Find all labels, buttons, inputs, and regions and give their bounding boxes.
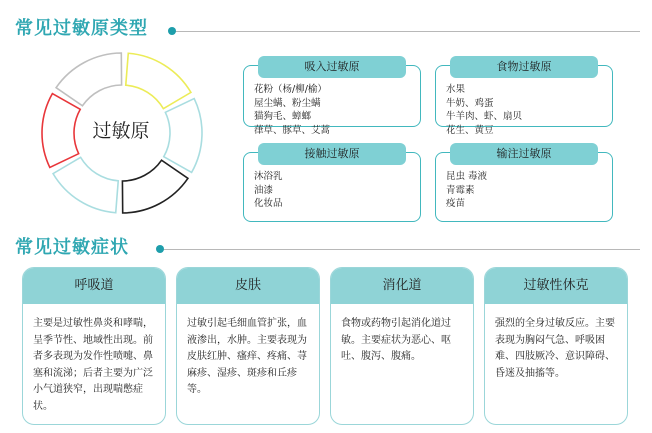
list-item: 屋尘螨、粉尘螨 [254, 97, 321, 109]
contact-allergen-title: 接触过敏原 [258, 143, 406, 165]
symptom-card-body: 主要是过敏性鼻炎和哮喘，呈季节性、地域性出现。前者多表现为发作性喷嚏、鼻塞和流涕；后者主要为广泛小气道狭窄，出现喘憋症状。 [33, 318, 153, 412]
symptom-card-title: 过敏性休克 [485, 268, 627, 304]
list-item: 青霉素 [446, 184, 475, 196]
food-allergen-box [435, 60, 613, 136]
ring-segment [122, 160, 188, 213]
symptom-card-respiratory [22, 267, 166, 425]
inhalant-allergen-box [243, 60, 421, 136]
list-item: 猫狗毛、蟑螂 [254, 111, 312, 122]
ring-segment [56, 53, 122, 106]
list-item: 花粉（杨/柳/榆） [254, 84, 327, 95]
inhalant-allergen-title: 吸入过敏原 [258, 56, 406, 78]
list-item: 牛奶、鸡蛋 [446, 97, 494, 109]
food-allergen-title: 食物过敏原 [450, 56, 598, 78]
symptom-section-title: 常见过敏症状 [15, 237, 129, 258]
contact-allergen-box [243, 147, 421, 222]
symptom-card-title: 皮肤 [177, 268, 319, 304]
symptom-card-title: 消化道 [331, 268, 473, 304]
symptom-card-skin [176, 267, 320, 425]
infusion-allergen-title: 输注过敏原 [450, 143, 598, 165]
allergen-section-divider [172, 31, 640, 32]
ring-segment [126, 53, 191, 108]
list-item: 葎草、豚草、艾蒿 [254, 124, 331, 136]
list-item: 花生、黄豆 [446, 124, 494, 136]
allergen-section-title: 常见过敏原类型 [15, 18, 148, 39]
ring-segment [53, 157, 118, 212]
symptom-card-title: 呼吸道 [23, 268, 165, 304]
allergen-divider-dot [168, 27, 176, 35]
list-item: 化妆品 [254, 198, 283, 209]
symptom-card-anaphylaxis [484, 267, 628, 425]
allergen-center-label: 过敏原 [92, 120, 150, 142]
symptom-section-divider [160, 249, 640, 250]
ring-segment [164, 99, 202, 173]
symptom-card-body: 过敏引起毛细血管扩张，血液渗出，水肿。主要表现为皮肤红肿、瘙痒、疼痛、荨麻疹、湿疹、斑疹和丘疹等。 [187, 318, 307, 395]
list-item: 油漆 [254, 184, 274, 196]
symptom-card-digestive [330, 267, 474, 425]
list-item: 水果 [446, 84, 466, 95]
list-item: 疫苗 [446, 198, 466, 209]
list-item: 沐浴乳 [254, 171, 283, 182]
symptom-card-body: 食物或药物引起消化道过敏。主要症状为恶心、呕吐、腹泻、腹痛。 [341, 318, 451, 362]
symptom-divider-dot [156, 245, 164, 253]
infusion-allergen-box [435, 147, 613, 222]
list-item: 昆虫 毒液 [446, 171, 488, 182]
list-item: 牛羊肉、虾、扇贝 [446, 111, 523, 122]
symptom-card-body: 强烈的全身过敏反应。主要表现为胸闷气急、呼吸困难、四肢厥冷、意识障碍、昏迷及抽搐等。 [495, 318, 615, 379]
